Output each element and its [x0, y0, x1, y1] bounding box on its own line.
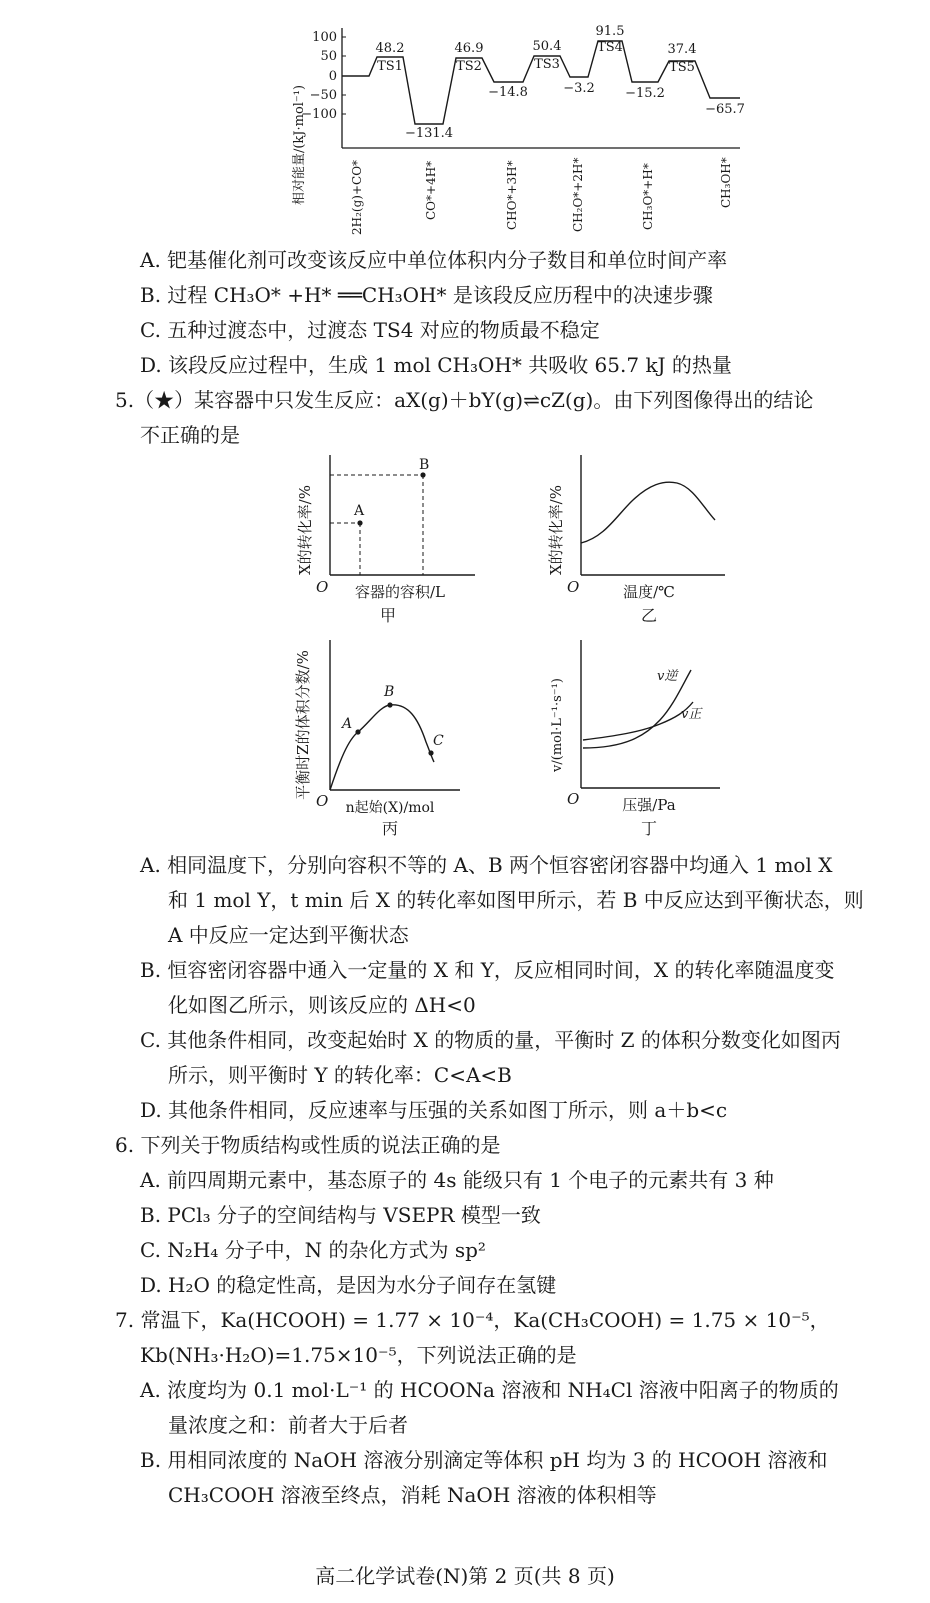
graph-yi: [545, 455, 745, 635]
q7-option-a-line1: A. 浓度均为 0.1 mol·L⁻¹ 的 HCOONa 溶液和 NH₄Cl 溶液中阳离子的物质的: [140, 1378, 839, 1402]
q7-option-a-line2: 量浓度之和：前者大于后者: [168, 1413, 408, 1437]
species-6: CH₃OH*: [719, 157, 733, 208]
ding-v-zheng-curve: [583, 702, 693, 740]
jia-point-b: B: [419, 457, 430, 473]
bing-point-c: C: [433, 733, 444, 749]
ts1-label: TS1: [377, 59, 403, 74]
yi-origin: O: [567, 578, 580, 596]
q6-option-b: B. PCl₃ 分子的空间结构与 VSEPR 模型一致: [140, 1203, 541, 1227]
yi-ylabel: X的转化率/%: [547, 485, 565, 575]
bing-ylabel: 平衡时Z的体积分数/%: [294, 650, 312, 800]
ding-v-zheng-label: v正: [681, 707, 702, 722]
q6-stem: 6. 下列关于物质结构或性质的说法正确的是: [115, 1133, 501, 1157]
ding-v-ni-label: v逆: [657, 669, 678, 684]
q7-option-b-line1: B. 用相同浓度的 NaOH 溶液分别滴定等体积 pH 均为 3 的 HCOOH 溶液和: [140, 1448, 828, 1472]
level-46-9: 46.9: [454, 41, 484, 56]
q5-option-b-line2: 化如图乙所示，则该反应的 ΔH<0: [168, 993, 476, 1017]
q5-stem-line1: 5.（★）某容器中只发生反应：aX(g)＋bY(g)⇌cZ(g)。由下列图像得出的结论: [115, 388, 814, 412]
q4-option-d: D. 该段反应过程中，生成 1 mol CH₃OH* 共吸收 65.7 kJ 的热量: [140, 353, 732, 377]
q4-option-c: C. 五种过渡态中，过渡态 TS4 对应的物质最不稳定: [140, 318, 600, 342]
ts5-label: TS5: [669, 60, 695, 75]
level-91-5: 91.5: [595, 24, 625, 39]
bing-origin: O: [316, 792, 329, 810]
tick-0: 0: [328, 69, 337, 84]
jia-xlabel: 容器的容积/L: [354, 583, 446, 601]
q6-option-d: D. H₂O 的稳定性高，是因为水分子间存在氢键: [140, 1273, 557, 1297]
yi-xlabel: 温度/℃: [623, 583, 675, 601]
q5-option-c-line1: C. 其他条件相同，改变起始时 X 的物质的量，平衡时 Z 的体积分数变化如图丙: [140, 1028, 841, 1052]
energy-ylabel: 相对能量/(kJ·mol⁻¹): [292, 84, 307, 206]
q5-option-b-line1: B. 恒容密闭容器中通入一定量的 X 和 Y，反应相同时间，X 的转化率随温度变: [140, 958, 835, 982]
ts2-label: TS2: [456, 59, 482, 74]
graph-ding: [545, 640, 745, 840]
graph-bing: [290, 640, 500, 840]
q5-option-d: D. 其他条件相同，反应速率与压强的关系如图丁所示，则 a＋b<c: [140, 1098, 728, 1122]
ding-origin: O: [567, 790, 580, 808]
q5-option-a-line3: A 中反应一定达到平衡状态: [168, 923, 409, 947]
level-48-2: 48.2: [375, 41, 405, 56]
bing-caption: 丙: [381, 819, 399, 838]
q7-stem-line1: 7. 常温下，Ka(HCOOH) = 1.77 × 10⁻⁴，Ka(CH₃COOH) = 1.75 × 10⁻⁵，: [115, 1308, 830, 1332]
q6-option-a: A. 前四周期元素中，基态原子的 4s 能级只有 1 个电子的元素共有 3 种: [140, 1168, 774, 1192]
page-footer: 高二化学试卷(N)第 2 页(共 8 页): [315, 1564, 615, 1588]
bing-point-a: A: [342, 716, 353, 732]
level-37-4: 37.4: [667, 42, 697, 57]
q5-option-a-line2: 和 1 mol Y，t min 后 X 的转化率如图甲所示，若 B 中反应达到平衡状态，则: [168, 888, 864, 912]
tick-100: 100: [312, 30, 337, 45]
species-3: CHO*+3H*: [505, 160, 519, 230]
q5-stem-line2: 不正确的是: [140, 423, 240, 447]
q6-option-c: C. N₂H₄ 分子中，N 的杂化方式为 sp²: [140, 1238, 486, 1262]
ts3-label: TS3: [534, 57, 560, 72]
level-minus3-2: −3.2: [563, 81, 595, 96]
yi-caption: 乙: [640, 606, 658, 625]
ding-xlabel: 压强/Pa: [622, 796, 676, 814]
q7-stem-line2: Kb(NH₃·H₂O)=1.75×10⁻⁵，下列说法正确的是: [140, 1343, 577, 1367]
jia-point-a: A: [354, 503, 365, 519]
jia-origin: O: [316, 578, 329, 596]
q4-option-a: A. 钯基催化剂可改变该反应中单位体积内分子数目和单位时间产率: [140, 248, 728, 272]
jia-ylabel: X的转化率/%: [296, 485, 314, 575]
species-4: CH₂O*+2H*: [571, 157, 585, 232]
level-minus65-7: −65.7: [705, 102, 745, 117]
tick-minus100: −100: [301, 107, 337, 122]
energy-profile-chart: [285, 20, 755, 245]
jia-caption: 甲: [379, 606, 397, 625]
level-minus131-4: −131.4: [404, 126, 454, 141]
bing-xlabel: n起始(X)/mol: [345, 800, 435, 816]
tick-50: 50: [320, 49, 337, 64]
q4-option-b: B. 过程 CH₃O* +H* ══CH₃OH* 是该段反应历程中的决速步骤: [140, 283, 713, 307]
yi-curve: [581, 482, 715, 543]
y-ticks: [301, 30, 346, 122]
level-minus15-2: −15.2: [625, 86, 665, 101]
q7-option-b-line2: CH₃COOH 溶液至终点，消耗 NaOH 溶液的体积相等: [168, 1483, 657, 1507]
species-1: 2H₂(g)+CO*: [350, 159, 364, 235]
species-5: CH₃O*+H*: [641, 163, 655, 230]
ts4-label: TS4: [597, 40, 623, 55]
bing-point-b: B: [384, 684, 395, 700]
species-2: CO*+4H*: [424, 160, 438, 220]
ding-caption: 丁: [640, 819, 658, 838]
level-minus14-8: −14.8: [488, 85, 528, 100]
level-50-4: 50.4: [532, 39, 562, 54]
ding-ylabel: v/(mol·L⁻¹·s⁻¹): [550, 678, 565, 772]
q5-option-c-line2: 所示，则平衡时 Y 的转化率：C<A<B: [168, 1063, 512, 1087]
q5-option-a-line1: A. 相同温度下，分别向容积不等的 A、B 两个恒容密闭容器中均通入 1 mol X: [140, 853, 833, 877]
graph-jia: [290, 455, 500, 635]
tick-minus50: −50: [309, 88, 337, 103]
